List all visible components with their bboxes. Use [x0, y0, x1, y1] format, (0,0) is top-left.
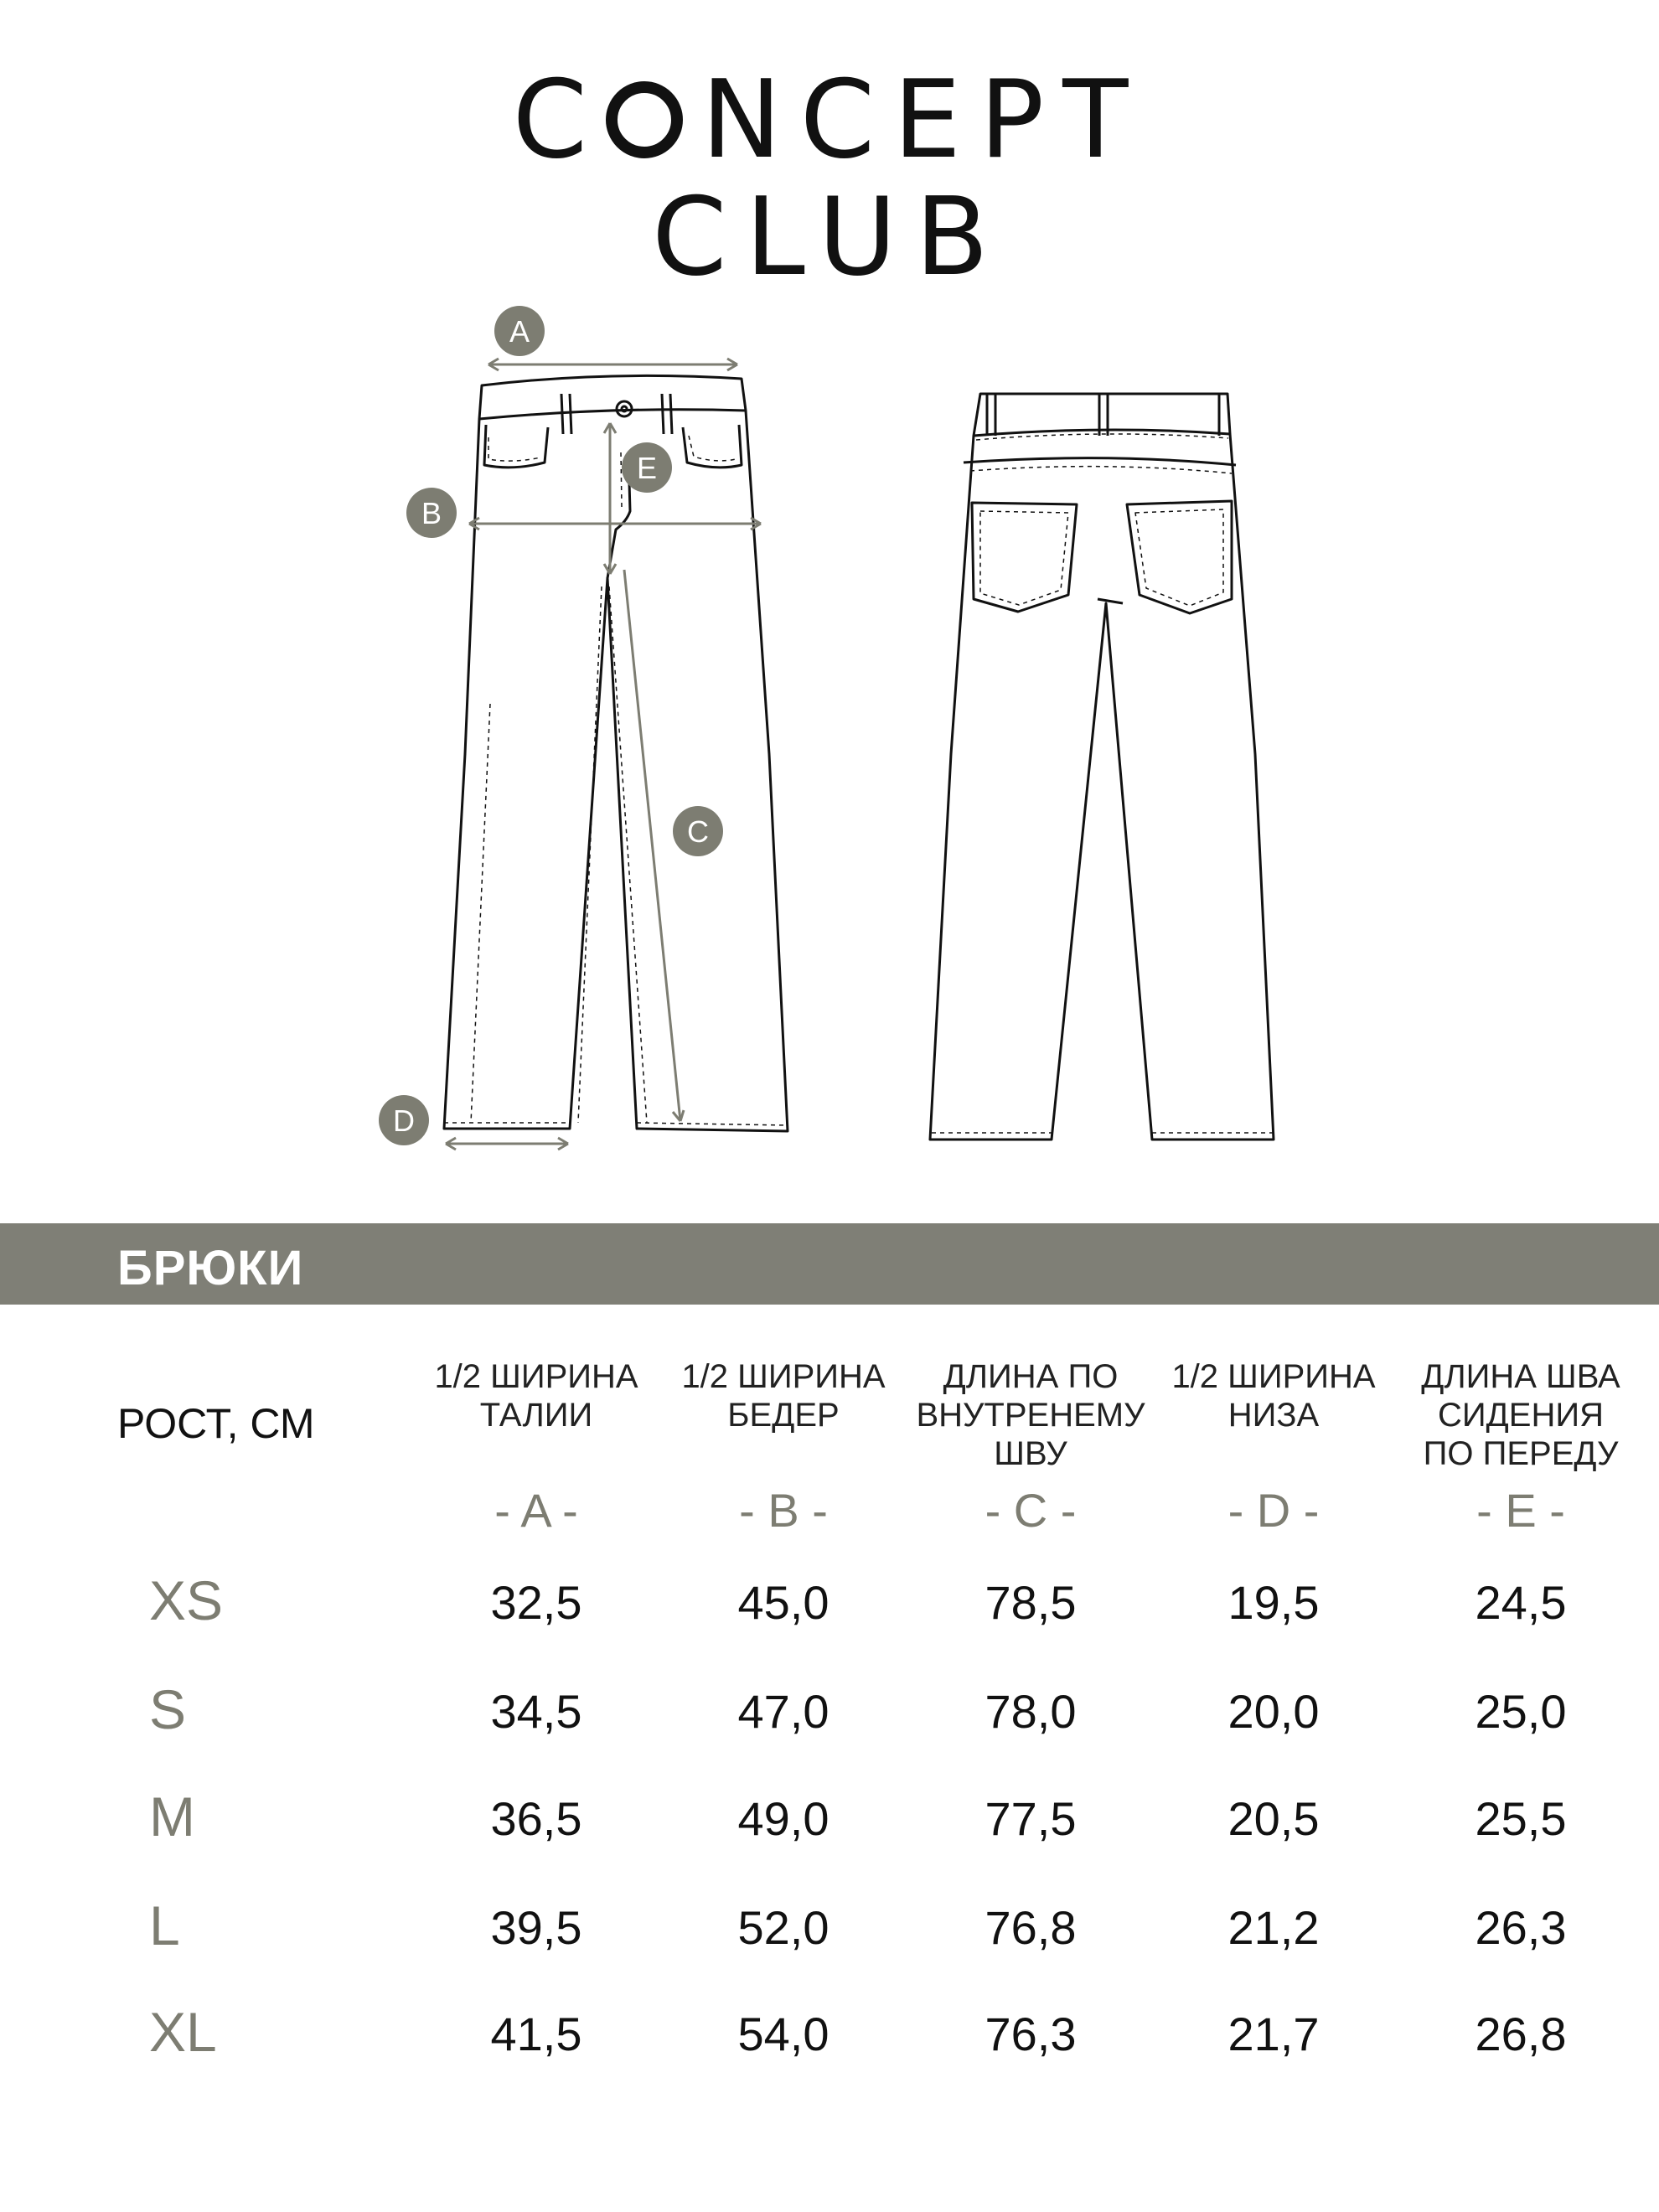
brand-logo-rest: NCEPT	[701, 58, 1147, 183]
table-cell: 39,5	[490, 1901, 582, 1954]
table-cell: 26,8	[1475, 2008, 1567, 2060]
column-header: 1/2 ШИРИНА ТАЛИИ	[434, 1358, 638, 1434]
table-cell: 20,0	[1227, 1685, 1320, 1738]
table-cell: 26,3	[1475, 1901, 1567, 1954]
brand-logo-line1	[0, 58, 1659, 183]
table-cell: 41,5	[490, 2008, 582, 2060]
marker-b	[406, 488, 457, 538]
column-letter: - A -	[494, 1484, 578, 1537]
marker-c	[673, 806, 723, 856]
table-cell: 52,0	[737, 1901, 830, 1954]
table-cell: 20,5	[1227, 1792, 1320, 1845]
svg-text:E: E	[636, 451, 658, 485]
trousers-front-icon	[444, 375, 788, 1131]
table-cell: 32,5	[490, 1576, 582, 1629]
column-header: 1/2 ШИРИНА БЕДЕР	[681, 1358, 886, 1434]
size-label: L	[149, 1894, 180, 1956]
table-cell: 36,5	[490, 1792, 582, 1845]
size-label: M	[149, 1786, 195, 1848]
table-cell: 49,0	[737, 1792, 830, 1845]
size-label: S	[149, 1678, 187, 1740]
table-cell: 76,3	[985, 2008, 1077, 2060]
column-letter: - D -	[1227, 1484, 1320, 1537]
table-cell: 45,0	[737, 1576, 830, 1629]
trousers-drawing	[0, 285, 1659, 1165]
table-cell: 21,2	[1227, 1901, 1320, 1954]
table-cell: 54,0	[737, 2008, 830, 2060]
svg-text:B: B	[421, 496, 442, 530]
column-header: ДЛИНА ШВА СИДЕНИЯ ПО ПЕРЕДУ	[1421, 1358, 1620, 1472]
table-cell: 25,5	[1475, 1792, 1567, 1845]
table-cell: 77,5	[985, 1792, 1077, 1845]
column-header: ДЛИНА ПО ВНУТРЕНЕМУ ШВУ	[916, 1358, 1145, 1472]
table-cell: 19,5	[1227, 1576, 1320, 1629]
svg-text:A: A	[509, 314, 530, 349]
marker-d	[379, 1095, 429, 1145]
brand-logo-line2: CLUB	[652, 175, 1007, 300]
table-cell: 24,5	[1475, 1576, 1567, 1629]
table-cell: 78,5	[985, 1576, 1077, 1629]
section-band	[0, 1223, 1659, 1305]
brand-logo	[0, 58, 1659, 300]
table-cell: 34,5	[490, 1685, 582, 1738]
column-letter: - C -	[985, 1484, 1077, 1537]
column-letter: - B -	[739, 1484, 828, 1537]
trousers-back-icon	[930, 394, 1274, 1140]
table-cell: 25,0	[1475, 1685, 1567, 1738]
brand-logo-c: C	[512, 58, 606, 183]
column-header: 1/2 ШИРИНА НИЗА	[1171, 1358, 1376, 1434]
table-cell: 76,8	[985, 1901, 1077, 1954]
svg-text:C: C	[687, 814, 709, 849]
measurement-arrows	[446, 359, 761, 1150]
size-label: XL	[149, 2001, 217, 2063]
svg-text:D: D	[393, 1103, 415, 1138]
column-letter: - E -	[1476, 1484, 1565, 1537]
marker-a	[494, 306, 545, 356]
logo-o-ring-icon	[606, 81, 683, 158]
table-cell: 21,7	[1227, 2008, 1320, 2060]
height-header: РОСТ, СМ	[117, 1400, 315, 1447]
marker-e	[622, 442, 672, 493]
table-cell: 78,0	[985, 1685, 1077, 1738]
section-title: БРЮКИ	[117, 1241, 304, 1295]
table-cell: 47,0	[737, 1685, 830, 1738]
size-label: XS	[149, 1569, 224, 1631]
